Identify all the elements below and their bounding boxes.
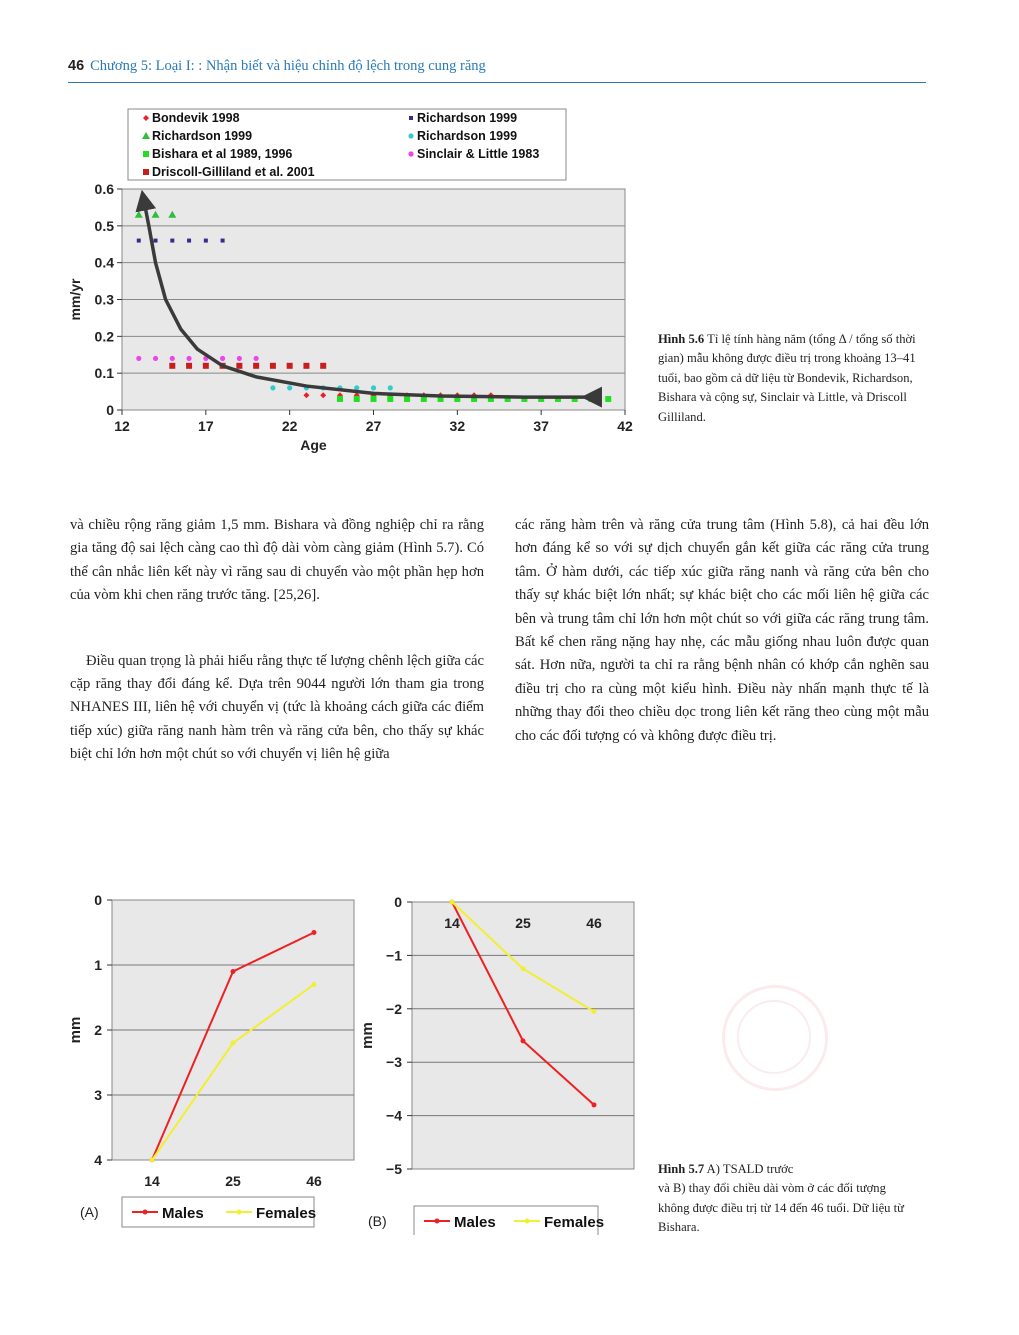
y-axis-label: mm/yr bbox=[67, 278, 83, 321]
legend-label: Richardson 1999 bbox=[417, 129, 518, 143]
data-point bbox=[371, 385, 376, 390]
figure-5-7-caption bbox=[658, 1160, 920, 1238]
y-tick-label: 0 bbox=[94, 892, 102, 908]
x-tick-label: 17 bbox=[198, 418, 214, 434]
data-point bbox=[143, 169, 149, 175]
data-point bbox=[312, 930, 317, 935]
y-tick-label: 0.5 bbox=[94, 217, 114, 234]
data-point bbox=[312, 982, 317, 987]
data-point bbox=[371, 396, 377, 402]
x-tick-label: 12 bbox=[114, 418, 130, 434]
data-point bbox=[287, 385, 292, 390]
data-point bbox=[137, 239, 141, 243]
y-axis-label: mm bbox=[359, 1022, 376, 1049]
y-tick-label: 0 bbox=[106, 402, 114, 418]
figure-5-7-caption-label: Hình 5.7 bbox=[658, 1162, 705, 1176]
x-axis-label: Age bbox=[300, 437, 327, 453]
figure-5-6-scatter-chart bbox=[60, 100, 640, 460]
data-point bbox=[337, 396, 343, 402]
data-point bbox=[592, 1102, 597, 1107]
legend-label: Sinclair & Little 1983 bbox=[417, 147, 540, 161]
data-point bbox=[220, 356, 225, 361]
data-point bbox=[253, 363, 259, 369]
right-column bbox=[515, 514, 929, 748]
plot-area bbox=[412, 902, 634, 1169]
data-point bbox=[154, 239, 158, 243]
y-tick-label: −1 bbox=[386, 947, 402, 964]
y-tick-label: −3 bbox=[386, 1054, 402, 1071]
figure-5-7-caption-rest: và B) thay đổi chiều dài vòm ở các đối tượng không được điều trị từ 14 đến 46 tuổi. Dữ liệu từ Bishara. bbox=[658, 1181, 904, 1235]
y-tick-label: 0.4 bbox=[94, 254, 114, 271]
data-point bbox=[170, 356, 175, 361]
y-tick-label: 0.6 bbox=[94, 181, 114, 197]
x-tick-label: 25 bbox=[225, 1173, 241, 1189]
figure-5-7-caption-line1: A) TSALD trước bbox=[706, 1162, 794, 1176]
data-point bbox=[150, 1158, 155, 1163]
data-point bbox=[521, 1038, 526, 1043]
data-point bbox=[320, 363, 326, 369]
panel-label: (A) bbox=[80, 1204, 99, 1220]
data-point bbox=[237, 356, 242, 361]
data-point bbox=[409, 116, 413, 120]
y-tick-label: 3 bbox=[94, 1087, 102, 1103]
y-tick-label: 4 bbox=[94, 1152, 102, 1168]
x-tick-label: 46 bbox=[586, 915, 602, 931]
panel-label: (B) bbox=[368, 1213, 387, 1229]
figure-5-6-caption-text: Tỉ lệ tính hàng năm (tổng Δ / tổng số thời gian) mẫu không được điều trị trong khoảng 13–41 tuổi, bao gồm cả dữ liệu từ Bondevik, Richardson, Bishara và cộng sự, Sinclair và Little, và Driscoll Gilliland. bbox=[658, 332, 916, 424]
x-tick-label: 22 bbox=[281, 418, 298, 434]
figure-5-6-caption bbox=[658, 330, 918, 427]
legend-label: Richardson 1999 bbox=[152, 129, 253, 143]
watermark-stamp bbox=[722, 985, 828, 1091]
data-point bbox=[186, 363, 192, 369]
x-tick-label: 25 bbox=[515, 915, 531, 931]
legend-label: Bondevik 1998 bbox=[152, 111, 240, 125]
legend-label: Females bbox=[544, 1214, 605, 1231]
y-tick-label: 2 bbox=[94, 1022, 102, 1038]
x-tick-label: 27 bbox=[365, 418, 382, 434]
data-point bbox=[169, 363, 175, 369]
legend-label: Richardson 1999 bbox=[417, 111, 518, 125]
data-point bbox=[231, 1041, 236, 1046]
data-point bbox=[170, 239, 174, 243]
x-tick-label: 46 bbox=[306, 1173, 322, 1189]
data-point bbox=[203, 363, 209, 369]
data-point bbox=[287, 363, 293, 369]
data-point bbox=[221, 239, 225, 243]
data-point bbox=[592, 1009, 597, 1014]
legend-marker bbox=[143, 1210, 148, 1215]
data-point bbox=[187, 239, 191, 243]
y-tick-label: 1 bbox=[94, 957, 102, 973]
legend-marker bbox=[435, 1219, 440, 1224]
legend-label: Driscoll-Gilliland et al. 2001 bbox=[152, 165, 315, 179]
data-point bbox=[450, 900, 455, 905]
y-tick-label: 0.3 bbox=[94, 291, 114, 308]
data-point bbox=[270, 363, 276, 369]
figure-5-7a-line-chart bbox=[62, 880, 367, 1235]
x-tick-label: 14 bbox=[144, 1173, 160, 1189]
page-number: 46 bbox=[68, 58, 85, 74]
data-point bbox=[303, 363, 309, 369]
figure-5-6-caption-label: Hình 5.6 bbox=[658, 332, 705, 346]
right-paragraph-1: các răng hàm trên và răng cửa trung tâm (Hình 5.8), cả hai đều lớn hơn đáng kể so với sự dịch chuyển gắn kết giữa các răng cửa trung tâm. Ở hàm dưới, các tiếp xúc giữa răng nanh và răng cửa bên cho thấy sự khác biệt lớn nhất; sự khác biệt cho các mối liên hệ giữa các bên và trung tâm chỉ lớn hơn một chút so với giữa các răng trung tâm. Bất kể chen răng nặng hay nhẹ, các mẫu giống nhau luôn được quan sát. Hơn nữa, người ta chỉ ra rằng bệnh nhân có khớp cắn nghẽn sau điều trị cho ra cùng một kiểu hình. Điều này nhấn mạnh thực tế là những thay đổi theo chiều dọc trong liên kết răng theo cùng một mẫu cho các đối tượng có và không được điều trị. bbox=[515, 517, 929, 744]
data-point bbox=[143, 151, 149, 157]
data-point bbox=[388, 385, 393, 390]
x-tick-label: 14 bbox=[444, 915, 460, 931]
data-point bbox=[204, 239, 208, 243]
y-tick-label: −2 bbox=[386, 1000, 402, 1017]
data-point bbox=[236, 363, 242, 369]
left-column bbox=[70, 514, 484, 767]
y-axis-label: mm bbox=[67, 1016, 84, 1044]
legend-label: Males bbox=[454, 1214, 496, 1231]
y-tick-label: −5 bbox=[386, 1161, 402, 1177]
figure-5-7b-line-chart bbox=[352, 880, 652, 1235]
data-point bbox=[153, 356, 158, 361]
data-point bbox=[254, 356, 259, 361]
y-tick-label: −4 bbox=[386, 1107, 402, 1124]
data-point bbox=[605, 396, 611, 402]
legend-marker bbox=[525, 1219, 530, 1224]
data-point bbox=[231, 969, 236, 974]
y-tick-label: 0.2 bbox=[94, 328, 114, 345]
data-point bbox=[408, 151, 413, 156]
x-tick-label: 42 bbox=[617, 418, 633, 434]
legend-label: Bishara et al 1989, 1996 bbox=[152, 147, 293, 161]
data-point bbox=[186, 356, 191, 361]
y-tick-label: 0 bbox=[394, 894, 402, 910]
legend-marker bbox=[237, 1210, 242, 1215]
x-tick-label: 37 bbox=[533, 418, 549, 434]
running-header bbox=[68, 58, 926, 83]
chapter-label: Chương 5: Loại I: bbox=[90, 58, 195, 74]
data-point bbox=[136, 356, 141, 361]
data-point bbox=[354, 396, 360, 402]
data-point bbox=[521, 966, 526, 971]
data-point bbox=[387, 396, 393, 402]
x-tick-label: 32 bbox=[449, 418, 466, 434]
left-paragraph-1: và chiều rộng răng giảm 1,5 mm. Bishara và đồng nghiệp chỉ ra rằng gia tăng độ sai lệch càng cao thì độ dài vòm càng giảm (Hình 5.7). Có thể cân nhắc liên kết này vì răng sau di chuyển vào một phần hẹp hơn của vòm khi chen răng trước tăng. [25,26]. bbox=[70, 517, 484, 604]
data-point bbox=[404, 396, 410, 402]
legend-label: Females bbox=[256, 1205, 317, 1222]
chapter-title: : Nhận biết và hiệu chỉnh độ lệch trong cung răng bbox=[198, 58, 486, 74]
data-point bbox=[270, 385, 275, 390]
y-tick-label: 0.1 bbox=[94, 365, 114, 382]
data-point bbox=[408, 133, 413, 138]
left-paragraph-2: Điều quan trọng là phải hiểu rằng thực tế lượng chênh lệch giữa các cặp răng thay đổi đáng kể. Dựa trên 9044 người lớn tham gia trong NHANES III, liên hệ với chuyển vị (tức là khoảng cách giữa các điểm tiếp xúc) giữa răng nanh hàm trên và răng cửa bên, cho thấy sự khác biệt chỉ lớn hơn một chút so với chuyển vị liên hệ giữa bbox=[70, 652, 484, 763]
legend-label: Males bbox=[162, 1205, 204, 1222]
